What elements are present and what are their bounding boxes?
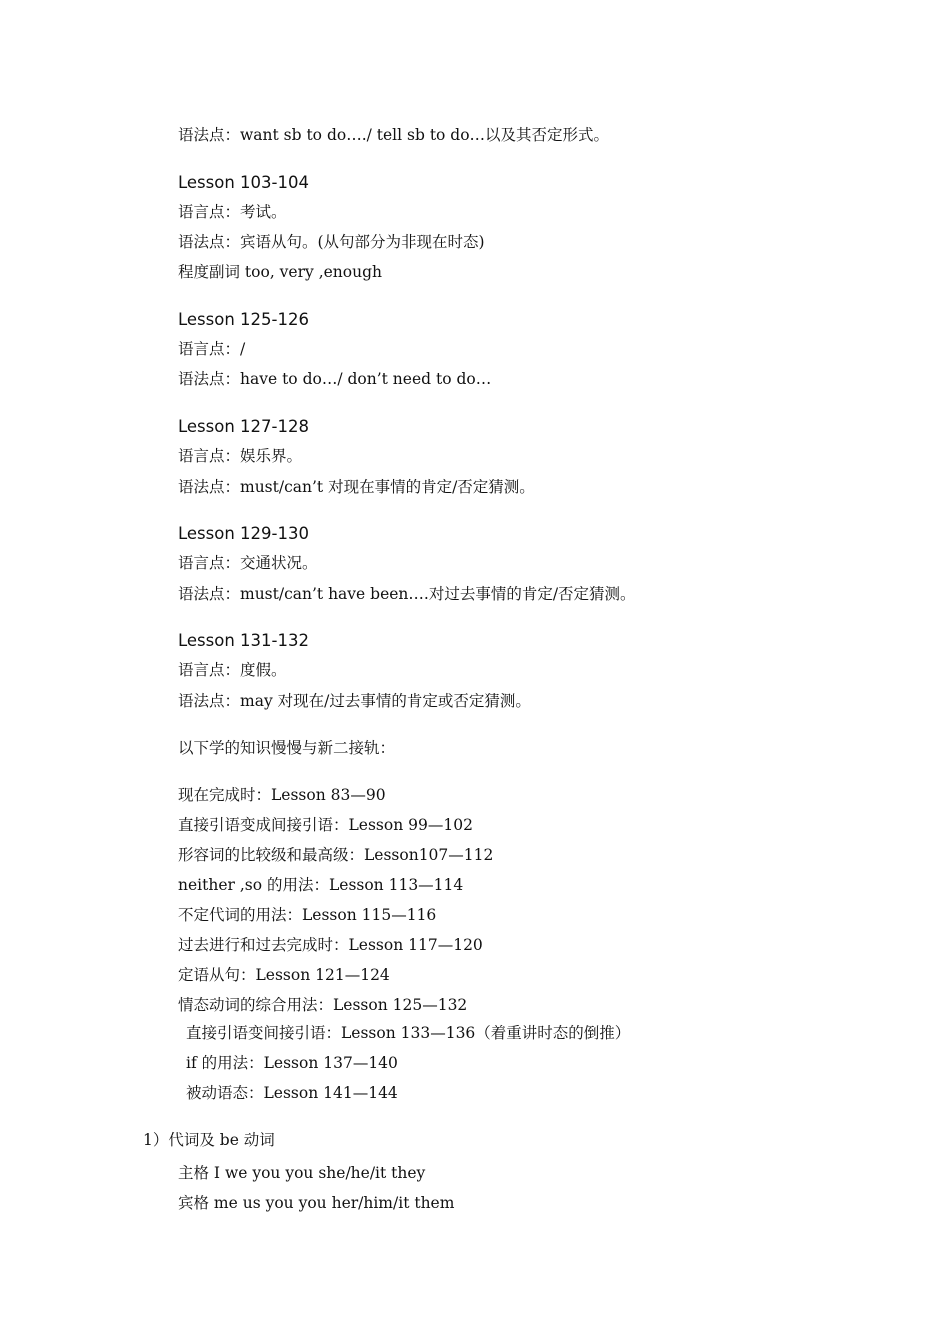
section-heading-pronouns: 1）代词及 be 动词: [143, 1131, 275, 1149]
language-point-125-126: 语言点：/: [178, 340, 246, 358]
topic-present-perfect: 现在完成时：Lesson 83—90: [178, 786, 386, 804]
language-point-131-132: 语言点：度假。: [178, 661, 287, 679]
topic-neither-so: neither ,so 的用法：Lesson 113—114: [178, 876, 464, 894]
subject-pronouns-line: 主格 I we you you she/he/it they: [178, 1164, 426, 1182]
grammar-point-want-tell: 语法点：want sb to do…./ tell sb to do…以及其否定形式。: [178, 126, 610, 144]
object-pronouns-line: 宾格 me us you you her/him/it them: [178, 1194, 455, 1212]
language-point-127-128: 语言点：娱乐界。: [178, 447, 303, 465]
topic-if-usage: if 的用法：Lesson 137—140: [186, 1054, 398, 1072]
topic-indirect-speech: 直接引语变间接引语：Lesson 133—136（着重讲时态的倒推）: [186, 1024, 631, 1042]
lesson-heading-129-130: Lesson 129-130: [178, 524, 309, 543]
topic-past-continuous-perfect: 过去进行和过去完成时：Lesson 117—120: [178, 936, 483, 954]
grammar-point-127-128: 语法点：must/can’t 对现在事情的肯定/否定猜测。: [178, 478, 535, 496]
lesson-heading-125-126: Lesson 125-126: [178, 310, 309, 329]
lesson-heading-103-104: Lesson 103-104: [178, 173, 309, 192]
grammar-point-129-130: 语法点：must/can’t have been….对过去事情的肯定/否定猜测。: [178, 585, 636, 603]
grammar-point-125-126: 语法点：have to do…/ don’t need to do…: [178, 370, 492, 388]
grammar-point-131-132: 语法点：may 对现在/过去事情的肯定或否定猜测。: [178, 692, 531, 710]
topic-reported-speech: 直接引语变成间接引语：Lesson 99—102: [178, 816, 473, 834]
topic-comparatives: 形容词的比较级和最高级：Lesson107—112: [178, 846, 494, 864]
lesson-heading-127-128: Lesson 127-128: [178, 417, 309, 436]
topic-indefinite-pronouns: 不定代词的用法：Lesson 115—116: [178, 906, 437, 924]
transition-note: 以下学的知识慢慢与新二接轨：: [178, 739, 396, 757]
grammar-point-103-104: 语法点：宾语从句。(从句部分为非现在时态): [178, 233, 485, 251]
topic-relative-clauses: 定语从句：Lesson 121—124: [178, 966, 390, 984]
language-point-103-104: 语言点：考试。: [178, 203, 287, 221]
topic-modal-verbs: 情态动词的综合用法：Lesson 125—132: [178, 996, 468, 1014]
lesson-heading-131-132: Lesson 131-132: [178, 631, 309, 650]
degree-adverbs-line: 程度副词 too, very ,enough: [178, 263, 382, 281]
language-point-129-130: 语言点：交通状况。: [178, 554, 318, 572]
topic-passive-voice: 被动语态：Lesson 141—144: [186, 1084, 398, 1102]
